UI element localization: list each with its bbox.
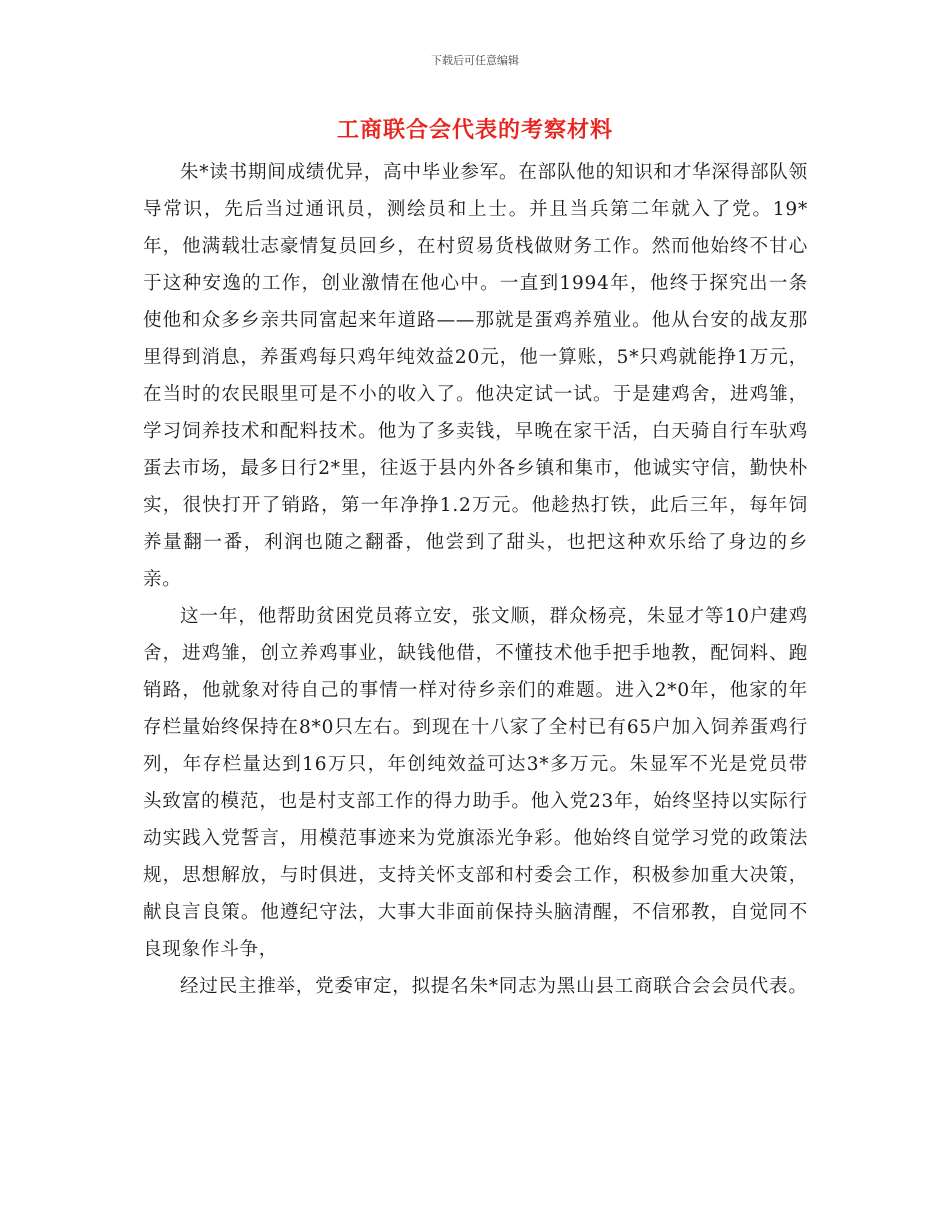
header-note: 下载后可任意编辑 <box>431 54 519 67</box>
paragraph-3: 经过民主推举，党委审定，拟提名朱*同志为黑山县工商联合会会员代表。 <box>180 976 808 997</box>
paragraph-2: 这一年，他帮助贫困党员蒋立安，张文顺，群众杨亮，朱显才等10户建鸡舍，进鸡雏，创立养鸡事业，缺钱他借，不懂技术他手把手地教，配饲料、跑销路，他就象对待自己的事情一样对待乡亲们的难题。进入2*0年，他家的年存栏量始终保持在8*0只左右。到现在十八家了全村已有65户加入饲养蛋鸡行列，年存栏量达到16万只，年创纯效益可达3*多万元。朱显军不光是党员带头致富的模范，也是村支部工作的得力助手。他入党23年，始终坚持以实际行动实践入党誓言，用模范事迹来为党旗添光争彩。他始终自觉学习党的政策法规，思想解放，与时俱进，支持关怀支部和村委会工作，积极参加重大决策，献良言良策。他遵纪守法，大事大非面前保持头脑清醒，不信邪教，自觉同不良现象作斗争， <box>143 606 808 960</box>
document-body <box>143 154 808 1005</box>
document-title: 工商联合会代表的考察材料 <box>336 117 613 143</box>
paragraph-1: 朱*读书期间成绩优异，高中毕业参军。在部队他的知识和才华深得部队领导常识，先后当过通讯员，测绘员和上士。并且当兵第二年就入了党。19*年，他满载壮志豪情复员回乡，在村贸易货栈做财务工作。然而他始终不甘心于这种安逸的工作，创业激情在他心中。一直到1994年，他终于探究出一条使他和众多乡亲共同富起来年道路——那就是蛋鸡养殖业。他从台安的战友那里得到消息，养蛋鸡每只鸡年纯效益20元，他一算账，5*只鸡就能挣1万元，在当时的农民眼里可是不小的收入了。他决定试一试。于是建鸡舍，进鸡雏，学习饲养技术和配料技术。他为了多卖钱，早晚在家干活，白天骑自行车驮鸡蛋去市场，最多日行2*里，往返于县内外各乡镇和集市，他诚实守信，勤快朴实，很快打开了销路，第一年净挣1.2万元。他趁热打铁，此后三年，每年饲养量翻一番，利润也随之翻番，他尝到了甜头，也把这种欢乐给了身边的乡亲。 <box>143 162 808 590</box>
